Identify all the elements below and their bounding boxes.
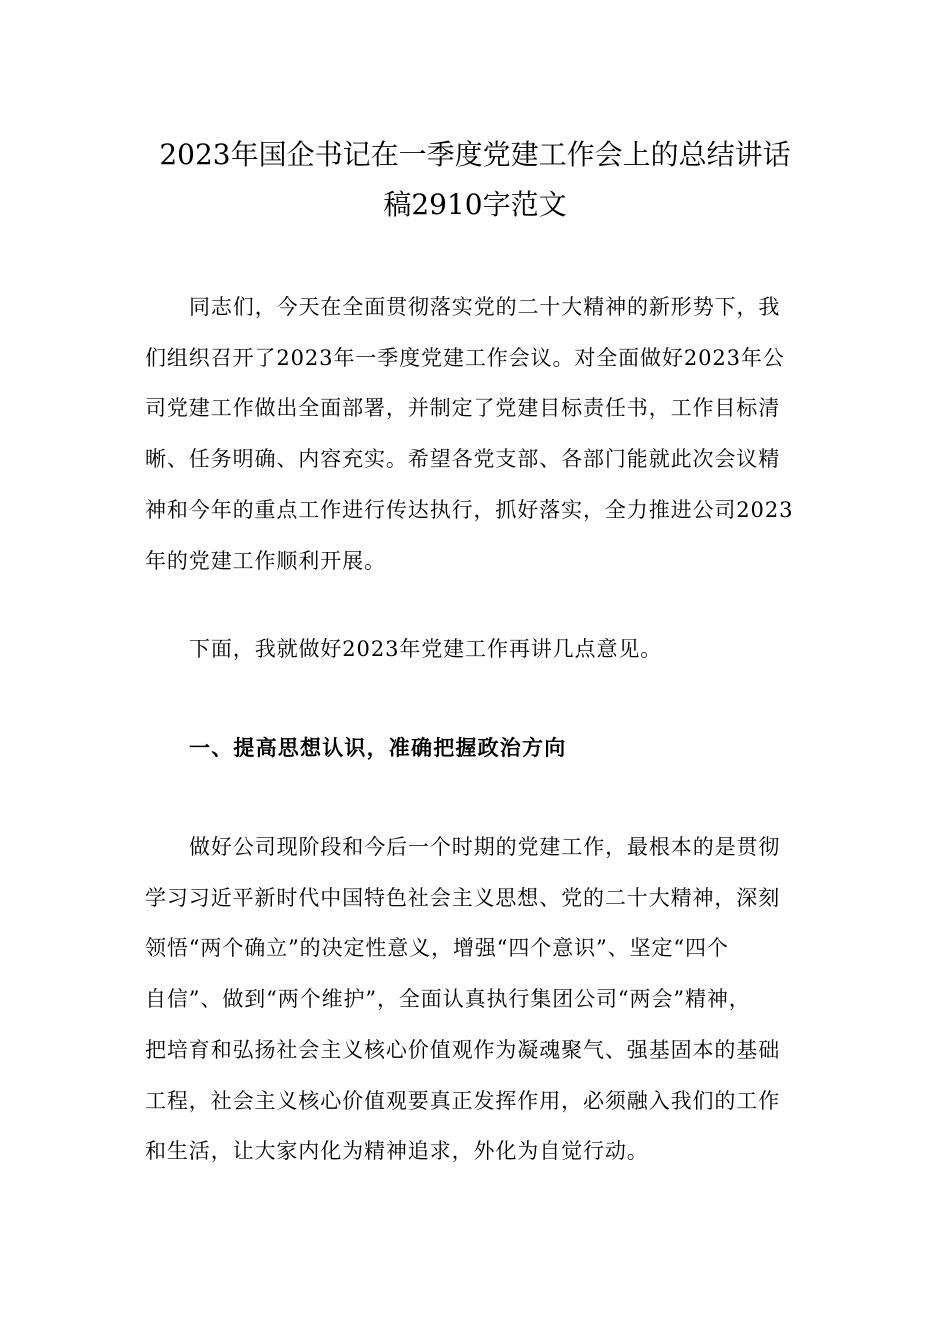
document-title — [120, 130, 830, 230]
paragraph-line: 下面，我就做好2023年党建工作再讲几点意见。 — [189, 637, 663, 661]
title-line-1: 2023年国企书记在一季度党建工作会上的总结讲话 — [159, 138, 791, 171]
paragraph-line: 年的党建工作顺利开展。 — [145, 548, 386, 573]
paragraph-line: 神和今年的重点工作进行传达执行，抓好落实，全力推进公司2023 — [145, 497, 794, 522]
paragraph-line: 和生活，让大家内化为精神追求，外化为自觉行动。 — [145, 1139, 649, 1164]
paragraph-opening — [145, 282, 810, 586]
title-line-2: 稿2910字范文 — [383, 188, 567, 221]
paragraph-line: 做好公司现阶段和今后一个时期的党建工作，最根本的是贯彻 — [189, 835, 781, 859]
paragraph-line: 领悟“两个确立”的决定性意义，增强“四个意识”、坚定“四个 — [145, 936, 729, 961]
paragraph-line: 同志们，今天在全面贯彻落实党的二十大精神的新形势下，我 — [189, 295, 781, 319]
paragraph-line: 们组织召开了2023年一季度党建工作会议。对全面做好2023年公 — [145, 345, 785, 370]
paragraph-line: 司党建工作做出全面部署，并制定了党建目标责任书，工作目标清 — [145, 396, 781, 421]
paragraph-line: 把培育和弘扬社会主义核心价值观作为凝魂聚气、强基固本的基础 — [145, 1037, 781, 1062]
paragraph-line: 工程，社会主义核心价值观要真正发挥作用，必须融入我们的工作 — [145, 1088, 781, 1113]
paragraph-section-1 — [145, 822, 810, 1177]
paragraph-line: 学习习近平新时代中国特色社会主义思想、党的二十大精神，深刻 — [145, 885, 781, 910]
section-heading-text: 一、提高思想认识，准确把握政治方向 — [189, 736, 567, 760]
paragraph-line: 晰、任务明确、内容充实。希望各党支部、各部门能就此次会议精 — [145, 447, 781, 472]
paragraph-line: 自信”、做到“两个维护”，全面认真执行集团公司“两会”精神， — [145, 987, 751, 1012]
paragraph-intro-points — [145, 624, 810, 675]
section-heading-1 — [145, 723, 810, 774]
